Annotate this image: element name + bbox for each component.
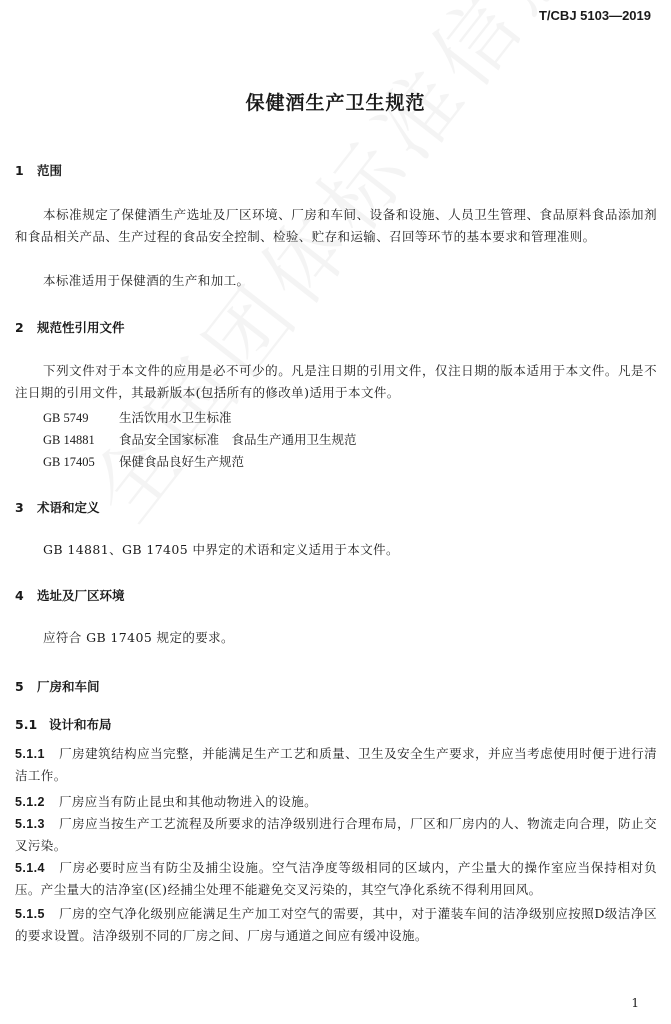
clause-text: 厂房必要时应当有防尘及捕尘设施。空气洁净度等级相同的区域内，产尘量大的操作室应当保持相对负压。产尘量大的洁净室(区)经捕尘处理不能避免交叉污染的，其空气净化系统不得利用回风。 xyxy=(15,860,657,897)
section-number: 3 xyxy=(15,500,24,515)
section-4-heading xyxy=(15,586,125,604)
reference-name: 食品安全国家标准 食品生产通用卫生规范 xyxy=(119,432,357,447)
section-3-paragraph-1: GB 14881、GB 17405 中界定的术语和定义适用于本文件。 xyxy=(43,542,399,557)
clause-number: 5.1.2 xyxy=(15,795,45,809)
section-number: 5 xyxy=(15,679,24,694)
reference-item xyxy=(43,430,357,448)
section-2-heading xyxy=(15,318,125,336)
clause-item xyxy=(15,743,657,787)
reference-code: GB 14881 xyxy=(43,433,95,447)
section-title: 厂房和车间 xyxy=(37,679,100,694)
section-title: 术语和定义 xyxy=(37,500,100,515)
reference-code: GB 17405 xyxy=(43,455,95,469)
clause-number: 5.1.5 xyxy=(15,907,45,921)
page-number: 1 xyxy=(631,996,639,1010)
section-number: 1 xyxy=(15,163,24,178)
reference-item xyxy=(43,408,232,426)
subsection-title: 设计和布局 xyxy=(49,717,112,732)
reference-code: GB 5749 xyxy=(43,411,89,425)
section-title: 规范性引用文件 xyxy=(37,320,125,335)
clause-number: 5.1.1 xyxy=(15,747,45,761)
section-title: 范围 xyxy=(37,163,63,178)
section-1-heading xyxy=(15,161,62,179)
section-3-heading xyxy=(15,498,100,516)
section-1-paragraph-2: 本标准适用于保健酒的生产和加工。 xyxy=(43,273,250,288)
subsection-number: 5.1 xyxy=(15,717,38,732)
clause-item xyxy=(15,791,657,813)
clause-text: 厂房应当按生产工艺流程及所要求的洁净级别进行合理布局，厂区和厂房内的人、物流走向合理，防止交叉污染。 xyxy=(15,816,657,853)
document-title: 保健酒生产卫生规范 xyxy=(245,92,426,114)
section-1-paragraph-1: 本标准规定了保健酒生产选址及厂区环境、厂房和车间、设备和设施、人员卫生管理、食品原料食品添加剂和食品相关产品、生产过程的食品安全控制、检验、贮存和运输、召回等环节的基本要求和管理准则。 xyxy=(15,207,657,244)
section-2-paragraph-1: 下列文件对于本文件的应用是必不可少的。凡是注日期的引用文件，仅注日期的版本适用于本文件。凡是不注日期的引用文件，其最新版本(包括所有的修改单)适用于本文件。 xyxy=(15,363,657,400)
clause-text: 厂房的空气净化级别应能满足生产加工对空气的需要，其中，对于灌装车间的洁净级别应按照D级洁净区的要求设置。洁净级别不同的厂房之间、厂房与通道之间应有缓冲设施。 xyxy=(15,906,657,943)
section-number: 4 xyxy=(15,588,24,603)
reference-name: 保健食品良好生产规范 xyxy=(119,454,245,469)
clause-text: 厂房应当有防止昆虫和其他动物进入的设施。 xyxy=(59,794,318,809)
reference-name: 生活饮用水卫生标准 xyxy=(119,410,232,425)
section-4-paragraph-1: 应符合 GB 17405 规定的要求。 xyxy=(43,630,234,645)
clause-item xyxy=(15,857,657,901)
section-5-heading xyxy=(15,677,100,695)
clause-item xyxy=(15,903,657,947)
section-number: 2 xyxy=(15,320,24,335)
section-title: 选址及厂区环境 xyxy=(37,588,125,603)
clause-item xyxy=(15,813,657,857)
clause-text: 厂房建筑结构应当完整，并能满足生产工艺和质量、卫生及安全生产要求，并应当考虑使用时便于进行清洁工作。 xyxy=(15,746,657,783)
reference-item xyxy=(43,452,244,470)
standard-number: T/CBJ 5103—2019 xyxy=(538,8,651,23)
subsection-5-1-heading xyxy=(15,715,112,733)
clause-number: 5.1.3 xyxy=(15,817,45,831)
clause-number: 5.1.4 xyxy=(15,861,45,875)
